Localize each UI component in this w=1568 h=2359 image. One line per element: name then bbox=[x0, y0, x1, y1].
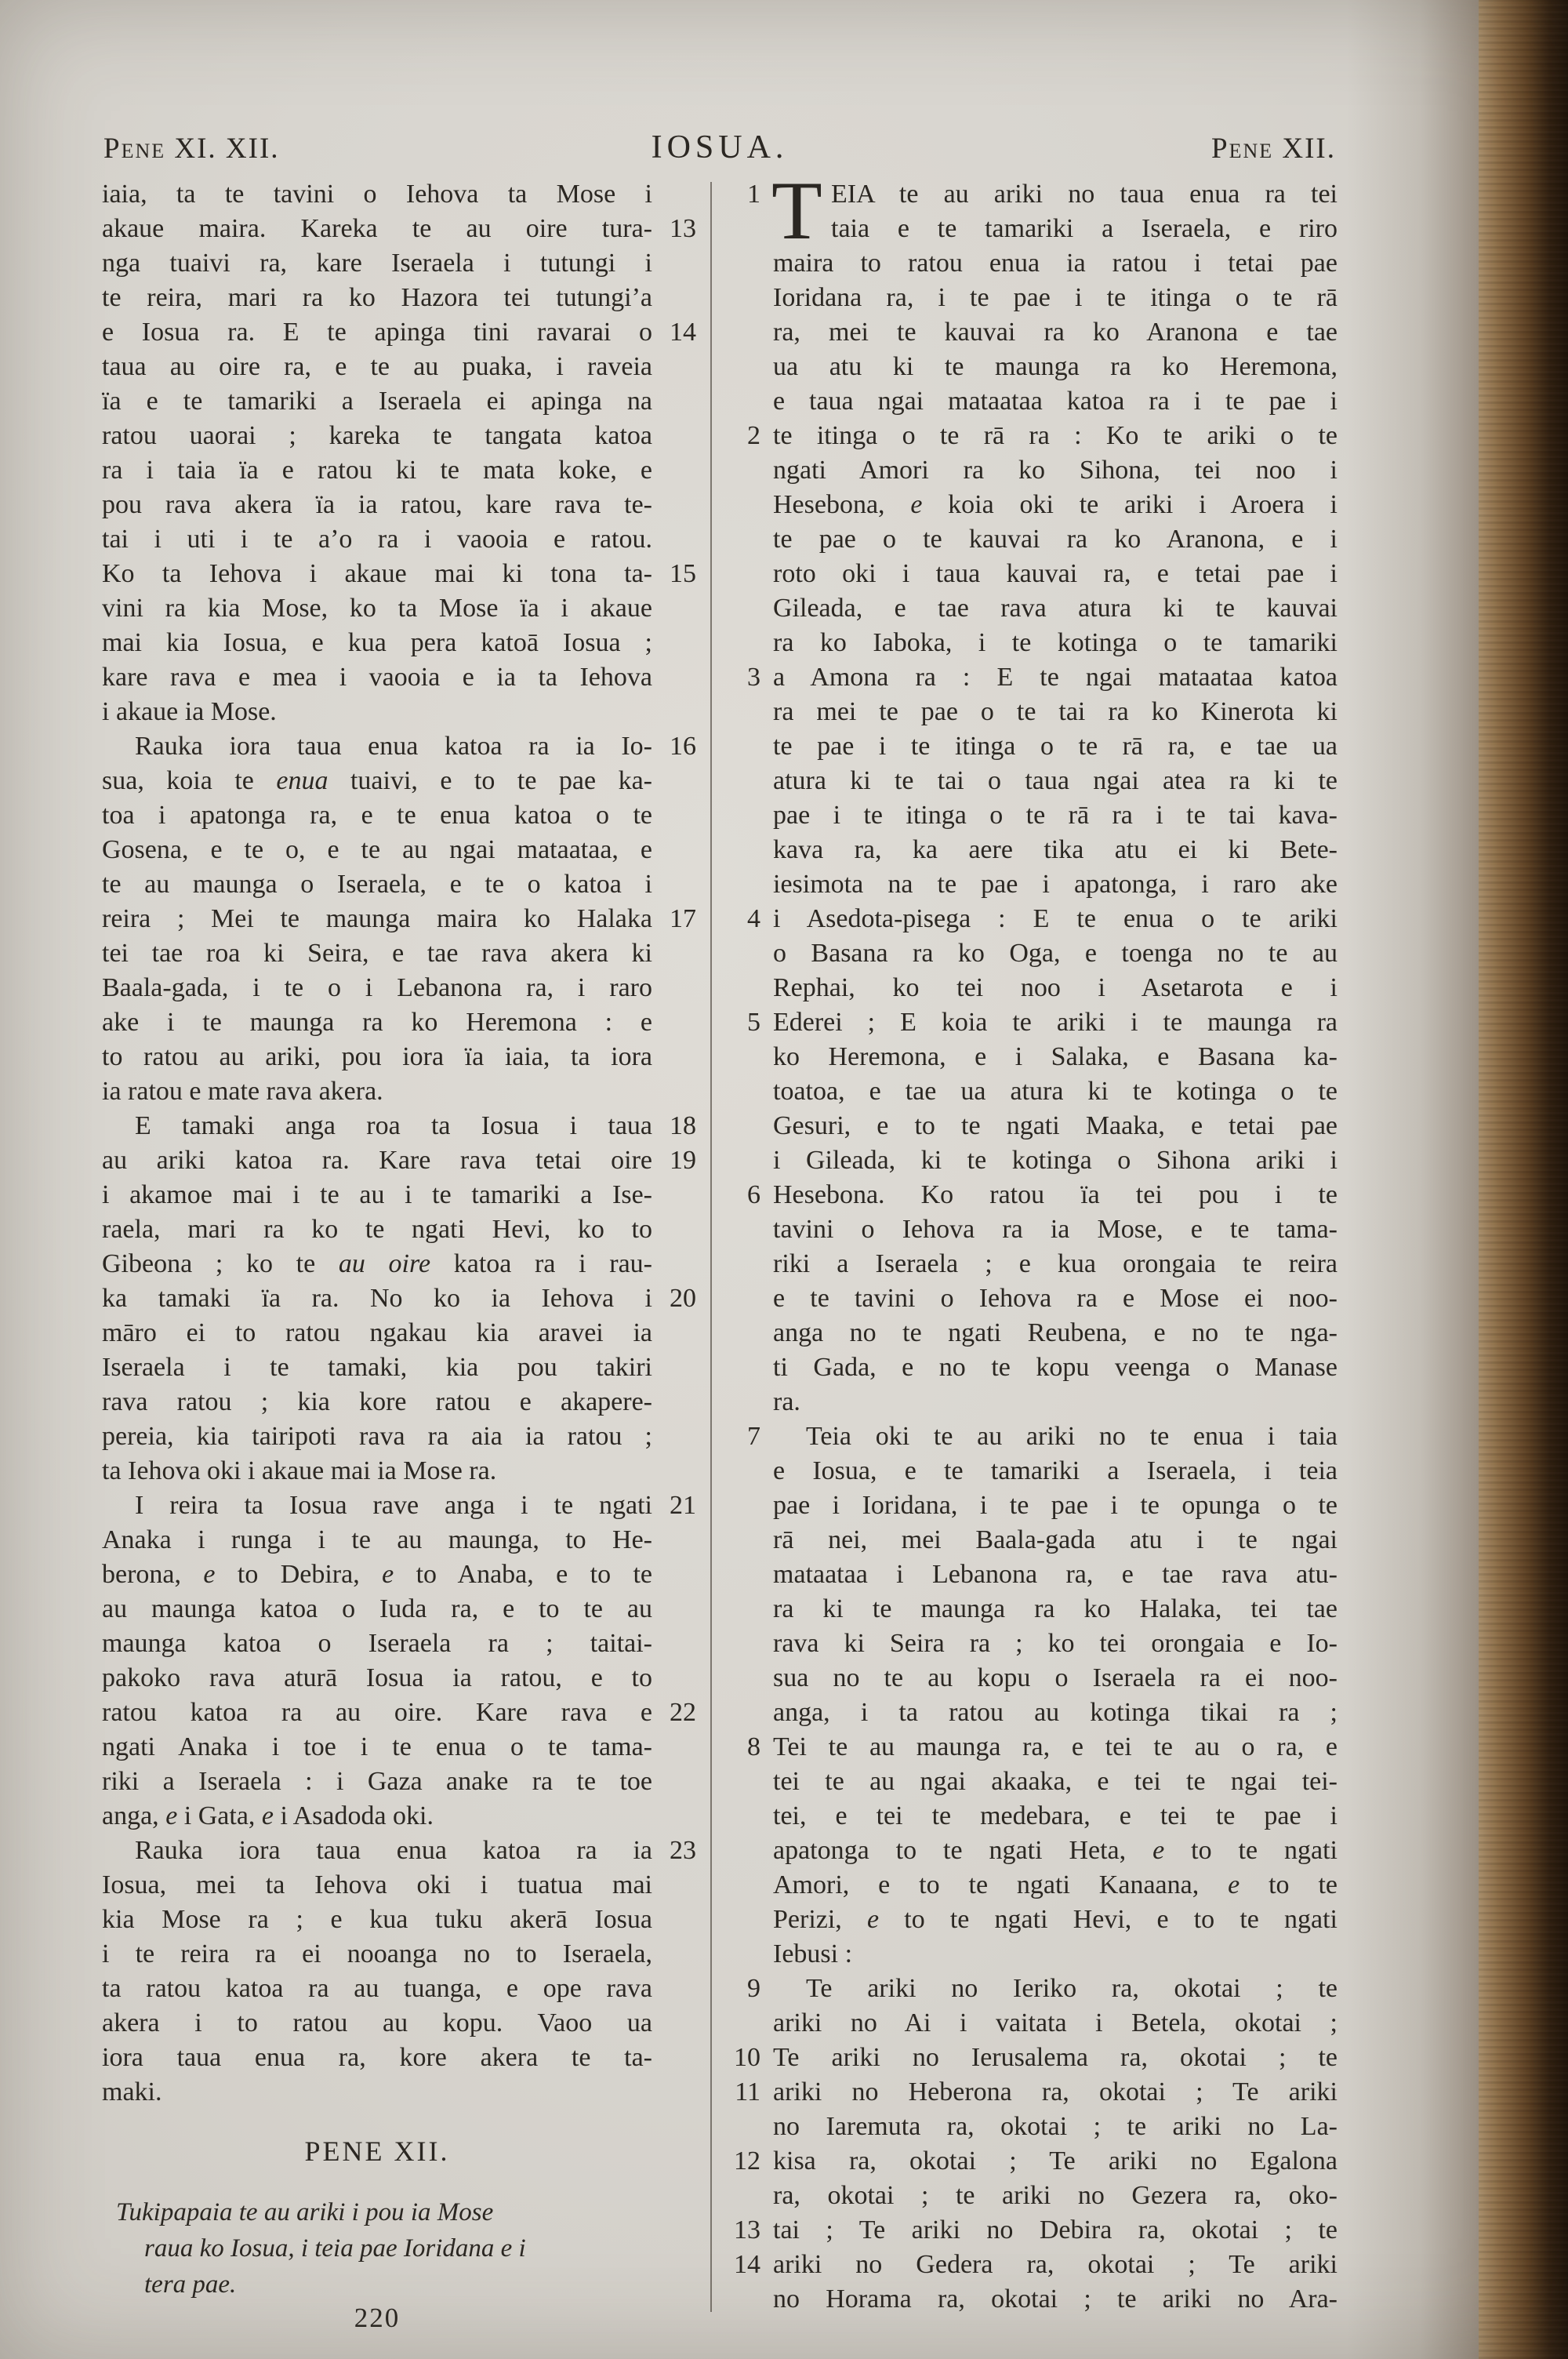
text-run: te pae i te itinga o te rā ra, e tae ua bbox=[773, 732, 1338, 761]
text-line bbox=[773, 971, 1338, 1005]
text-run: i akaue ia Mose. bbox=[102, 697, 277, 726]
text-line bbox=[773, 867, 1338, 902]
text-line bbox=[773, 557, 1338, 591]
text-run: katoa ra i rau- bbox=[430, 1249, 652, 1278]
text-line bbox=[102, 419, 652, 453]
text-line bbox=[773, 1937, 1338, 1972]
verse-number: 4 bbox=[747, 904, 760, 933]
verse-number: 6 bbox=[747, 1180, 760, 1209]
text-line bbox=[773, 1488, 1338, 1523]
text-line bbox=[102, 1005, 652, 1040]
text-line bbox=[734, 2041, 1338, 2075]
text-line bbox=[102, 1281, 696, 1316]
text-line bbox=[773, 1074, 1338, 1109]
text-run: i Gileada, ki te kotinga o Sihona ariki i bbox=[773, 1146, 1338, 1175]
text-run: kia Mose ra ; e kua tuku akerā Iosua bbox=[102, 1905, 652, 1934]
text-run: Ioridana ra, i te pae i te itinga o te rā bbox=[773, 283, 1338, 312]
text-run: ra mei te pae o te tai ra ko Kinerota ki bbox=[773, 697, 1338, 726]
verse-number: 12 bbox=[734, 2146, 760, 2175]
text-line bbox=[773, 1661, 1338, 1696]
text-line bbox=[102, 1488, 696, 1523]
text-line bbox=[102, 1385, 652, 1419]
text-line bbox=[102, 1454, 652, 1488]
verse-number: 19 bbox=[670, 1146, 696, 1175]
left-column bbox=[102, 177, 696, 2110]
text-line bbox=[102, 1868, 652, 1903]
text-run: iesimota na te pae i apatonga, i raro ake bbox=[773, 870, 1338, 899]
text-run: tuaivi, e to te pae ka- bbox=[328, 766, 652, 795]
text-run: tei tae roa ki Seira, e tae rava akera ki bbox=[102, 939, 652, 968]
text-run: Gesuri, e to te ngati Maaka, e tetai pae bbox=[773, 1111, 1338, 1140]
text-run: to te bbox=[1240, 1870, 1338, 1899]
text-line bbox=[102, 1972, 652, 2006]
text-line bbox=[102, 1109, 696, 1143]
text-line bbox=[102, 1178, 652, 1212]
text-run: ua atu ki te maunga ra ko Heremona, bbox=[773, 352, 1338, 381]
text-run: iora taua enua ra, kore akera te ta- bbox=[102, 2043, 652, 2072]
text-run: ra. bbox=[773, 1387, 800, 1416]
text-run: rava ki Seira ra ; ko tei orongaia e Io- bbox=[773, 1629, 1338, 1658]
text-run: maunga katoa o Iseraela ra ; taitai- bbox=[102, 1629, 652, 1658]
text-line bbox=[102, 384, 652, 419]
text-line bbox=[773, 1109, 1338, 1143]
text-line bbox=[102, 1523, 652, 1558]
text-run: Iosua, mei ta Iehova oki i tuatua mai bbox=[102, 1870, 652, 1899]
text-line bbox=[747, 177, 1338, 212]
text-line bbox=[773, 453, 1338, 488]
text-line bbox=[747, 1730, 1338, 1765]
text-line bbox=[773, 1592, 1338, 1627]
text-run: pae i te itinga o te rā ra i te tai kava- bbox=[773, 801, 1338, 830]
text-run: mataataa i Lebanona ra, e tae rava atu- bbox=[773, 1560, 1338, 1589]
text-run: vini ra kia Mose, ko ta Mose ïa i akaue bbox=[102, 594, 652, 623]
text-line bbox=[102, 1247, 652, 1281]
text-line bbox=[102, 1661, 652, 1696]
text-line bbox=[102, 453, 652, 488]
text-run: anga, i ta ratou au kotinga tikai ra ; bbox=[773, 1698, 1338, 1727]
text-run: Teia oki te au ariki no te enua i taia bbox=[806, 1422, 1338, 1451]
text-run: to ratou au ariki, pou iora ïa iaia, ta iora bbox=[102, 1042, 652, 1071]
text-run: Rauka iora taua enua katoa ra ia Io- bbox=[135, 732, 652, 761]
text-run: e Iosua, e te tamariki a Iseraela, i teia bbox=[773, 1456, 1338, 1485]
text-run: to Anaba, e to te bbox=[394, 1560, 652, 1589]
italic-word: e bbox=[1228, 1870, 1240, 1899]
text-run: Gibeona ; ko te bbox=[102, 1249, 339, 1278]
text-run: iaia, ta te tavini o Iehova ta Mose i bbox=[102, 180, 652, 209]
text-line bbox=[102, 1419, 652, 1454]
text-run: ngati Amori ra ko Sihona, tei noo i bbox=[773, 456, 1338, 485]
text-run: ïa e te tamariki a Iseraela ei apinga na bbox=[102, 387, 652, 416]
text-line bbox=[102, 557, 696, 591]
text-line bbox=[734, 2213, 1338, 2248]
text-line bbox=[102, 1627, 652, 1661]
text-line bbox=[102, 867, 652, 902]
running-head-title: IOSUA. bbox=[651, 129, 789, 165]
text-line bbox=[102, 1040, 652, 1074]
italic-word: e bbox=[261, 1801, 274, 1830]
text-line bbox=[773, 1558, 1338, 1592]
text-run: ariki no Gedera ra, okotai ; Te ariki bbox=[773, 2250, 1338, 2279]
text-run: ratou katoa ra au oire. Kare rava e bbox=[102, 1698, 652, 1727]
text-line bbox=[102, 1074, 652, 1109]
text-run: a Amona ra : E te ngai mataataa katoa bbox=[773, 663, 1338, 692]
verse-number: 20 bbox=[670, 1284, 696, 1313]
text-line bbox=[773, 1799, 1338, 1834]
chapter-heading: PENE XII. bbox=[304, 2135, 450, 2167]
text-run: e Iosua ra. E te apinga tini ravarai o bbox=[102, 318, 652, 347]
text-run: maki. bbox=[102, 2077, 162, 2106]
text-line bbox=[102, 1937, 652, 1972]
text-line bbox=[773, 1281, 1338, 1316]
text-run: tai ; Te ariki no Debira ra, okotai ; te bbox=[773, 2215, 1338, 2245]
verse-number: 23 bbox=[670, 1836, 696, 1865]
text-run: kava ra, ka aere tika atu ei ki Bete- bbox=[773, 835, 1338, 864]
text-line bbox=[102, 695, 652, 729]
text-line bbox=[773, 1765, 1338, 1799]
text-line bbox=[747, 1178, 1338, 1212]
italic-word: e bbox=[910, 490, 923, 519]
text-run: ratou uaorai ; kareka te tangata katoa bbox=[102, 421, 652, 450]
text-run: toatoa, e tae ua atura ki te kotinga o te bbox=[773, 1077, 1338, 1106]
text-line bbox=[102, 1903, 652, 1937]
text-line bbox=[773, 2110, 1338, 2144]
text-line bbox=[773, 315, 1338, 350]
text-run: ra i taia ïa e ratou ki te mata koke, e bbox=[102, 456, 652, 485]
text-line bbox=[773, 1247, 1338, 1281]
running-head-left: Pene XI. XII. bbox=[103, 133, 280, 165]
text-line bbox=[773, 212, 1338, 246]
text-run: tai i uti i te a’o ra i vaooia e ratou. bbox=[102, 525, 652, 554]
text-run: tei te au ngai akaaka, e tei te ngai tei- bbox=[773, 1767, 1338, 1796]
text-line bbox=[747, 1972, 1338, 2006]
text-line bbox=[102, 1799, 652, 1834]
text-run: roto oki i taua kauvai ra, e tetai pae i bbox=[773, 559, 1338, 588]
text-line bbox=[773, 1696, 1338, 1730]
text-run: e te tavini o Iehova ra e Mose ei noo- bbox=[773, 1284, 1338, 1313]
text-run: maira to ratou enua ia ratou i tetai pae bbox=[773, 249, 1338, 278]
text-run: to Debira, bbox=[215, 1560, 383, 1589]
text-line bbox=[773, 1350, 1338, 1385]
verse-number: 14 bbox=[734, 2250, 760, 2279]
text-run: to te ngati Hevi, e to te ngati bbox=[879, 1905, 1338, 1934]
right-column bbox=[734, 165, 1338, 2317]
text-line bbox=[102, 660, 652, 695]
text-run: rava ratou ; kia kore ratou e akapere- bbox=[102, 1387, 652, 1416]
text-line bbox=[747, 1419, 1338, 1454]
drop-cap: T bbox=[771, 165, 822, 256]
verse-number: 21 bbox=[670, 1491, 696, 1520]
text-line bbox=[773, 522, 1338, 557]
text-line bbox=[102, 488, 652, 522]
text-line bbox=[773, 1834, 1338, 1868]
text-run: ko Heremona, e i Salaka, e Basana ka- bbox=[773, 1042, 1338, 1071]
text-line bbox=[102, 1592, 652, 1627]
italic-word: e bbox=[165, 1801, 178, 1830]
summary-line: tera pae. bbox=[144, 2270, 237, 2299]
text-line bbox=[102, 971, 652, 1005]
text-line bbox=[102, 936, 652, 971]
text-run: o Basana ra ko Oga, e toenga no te au bbox=[773, 939, 1338, 968]
text-run: ia ratou e mate rava akera. bbox=[102, 1077, 383, 1106]
text-run: Ko ta Iehova i akaue mai ki tona ta- bbox=[102, 559, 652, 588]
text-line bbox=[102, 1834, 696, 1868]
summary-line: raua ko Iosua, i teia pae Ioridana e i bbox=[144, 2234, 526, 2263]
text-line bbox=[773, 1454, 1338, 1488]
text-line bbox=[773, 729, 1338, 764]
text-line bbox=[773, 798, 1338, 833]
text-run: riki a Iseraela ; e kua orongaia te reira bbox=[773, 1249, 1338, 1278]
verse-number: 9 bbox=[747, 1974, 760, 2003]
text-run: kare rava e mea i vaooia e ia ta Iehova bbox=[102, 663, 652, 692]
text-run: Iebusi : bbox=[773, 1939, 853, 1968]
text-run: ta Iehova oki i akaue mai ia Mose ra. bbox=[102, 1456, 497, 1485]
text-run: i Asadoda oki. bbox=[274, 1801, 434, 1830]
text-line bbox=[102, 591, 652, 626]
verse-number: 5 bbox=[747, 1008, 760, 1037]
text-run: Rauka iora taua enua katoa ra ia bbox=[135, 1836, 652, 1865]
text-run: koia oki te ariki i Aroera i bbox=[922, 490, 1338, 519]
text-run: ariki no Ai i vaitata i Betela, okotai ; bbox=[773, 2008, 1338, 2037]
text-run: Perizi, bbox=[773, 1905, 867, 1934]
text-run: E tamaki anga roa ta Iosua i taua bbox=[135, 1111, 652, 1140]
verse-number: 15 bbox=[670, 559, 696, 588]
page-curve-shadow bbox=[1347, 0, 1480, 2359]
text-line bbox=[773, 1385, 1338, 1419]
text-line bbox=[773, 1143, 1338, 1178]
text-run: nga tuaivi ra, kare Iseraela i tutungi i bbox=[102, 249, 652, 278]
text-line bbox=[102, 1350, 652, 1385]
text-line bbox=[773, 384, 1338, 419]
text-run: au maunga katoa o Iuda ra, e to te au bbox=[102, 1594, 652, 1623]
book-edge bbox=[1479, 0, 1568, 2359]
text-line bbox=[773, 764, 1338, 798]
text-run: ngati Anaka i toe i te enua o te tama- bbox=[102, 1732, 652, 1761]
text-run: mai kia Iosua, e kua pera katoā Iosua ; bbox=[102, 628, 652, 657]
text-run: ka tamaki ïa ra. No ko ia Iehova i bbox=[102, 1284, 652, 1313]
text-line bbox=[773, 1523, 1338, 1558]
text-run: ake i te maunga ra ko Heremona : e bbox=[102, 1008, 652, 1037]
text-line bbox=[102, 1316, 652, 1350]
text-run: pakoko rava aturā Iosua ia ratou, e to bbox=[102, 1663, 652, 1692]
text-run: ta ratou katoa ra au tuanga, e ope rava bbox=[102, 1974, 652, 2003]
text-run: i Asedota-pisega : E te enua o te ariki bbox=[773, 904, 1338, 933]
text-run: tei, e tei te medebara, e tei te pae i bbox=[773, 1801, 1338, 1830]
text-run: no Horama ra, okotai ; te ariki no Ara- bbox=[773, 2284, 1338, 2314]
text-line bbox=[747, 419, 1338, 453]
verse-number: 18 bbox=[670, 1111, 696, 1140]
italic-word: enua bbox=[276, 766, 328, 795]
text-run: te itinga o te rā ra : Ko te ariki o te bbox=[773, 421, 1338, 450]
text-line bbox=[773, 350, 1338, 384]
text-line bbox=[773, 626, 1338, 660]
verse-number: 7 bbox=[747, 1422, 760, 1451]
column-divider-rule bbox=[710, 182, 712, 2312]
text-line bbox=[734, 2144, 1338, 2179]
text-line bbox=[773, 591, 1338, 626]
text-line bbox=[102, 1212, 652, 1247]
text-line bbox=[102, 833, 652, 867]
text-line bbox=[773, 1627, 1338, 1661]
text-line bbox=[102, 902, 696, 936]
text-run: kisa ra, okotai ; Te ariki no Egalona bbox=[773, 2146, 1338, 2175]
text-line bbox=[102, 1143, 696, 1178]
text-run: pereia, kia tairipoti rava ra aia ia ratou ; bbox=[102, 1422, 652, 1451]
text-line bbox=[102, 2041, 652, 2075]
text-run: taua au oire ra, e te au puaka, i raveia bbox=[102, 352, 652, 381]
italic-word: e bbox=[382, 1560, 394, 1589]
text-run: berona, bbox=[102, 1560, 204, 1589]
verse-number: 14 bbox=[670, 318, 696, 347]
text-run: ra, mei te kauvai ra ko Aranona e tae bbox=[773, 318, 1338, 347]
text-run: sua no te au kopu o Iseraela ra ei noo- bbox=[773, 1663, 1338, 1692]
text-line bbox=[747, 660, 1338, 695]
text-run: Anaka i runga i te au maunga, to He- bbox=[102, 1525, 652, 1554]
text-line bbox=[735, 2075, 1338, 2110]
text-run: akera i to ratou au kopu. Vaoo ua bbox=[102, 2008, 652, 2037]
text-run: no Iaremuta ra, okotai ; te ariki no La- bbox=[773, 2112, 1338, 2141]
text-run: sua, koia te bbox=[102, 766, 277, 795]
text-run: Hesebona, bbox=[773, 490, 911, 519]
text-run: ariki no Heberona ra, okotai ; Te ariki bbox=[773, 2077, 1338, 2106]
text-line bbox=[773, 2179, 1338, 2213]
italic-word: e bbox=[203, 1560, 216, 1589]
italic-word: au oire bbox=[338, 1249, 431, 1278]
text-line bbox=[773, 1868, 1338, 1903]
text-run: te reira, mari ra ko Hazora tei tutungi’a bbox=[102, 283, 652, 312]
text-run: EIA te au ariki no taua enua ra tei bbox=[831, 180, 1338, 209]
text-run: rā nei, mei Baala-gada atu i te ngai bbox=[773, 1525, 1338, 1554]
text-run: Amori, e to te ngati Kanaana, bbox=[773, 1870, 1229, 1899]
verse-number: 13 bbox=[734, 2215, 760, 2245]
text-line bbox=[102, 729, 696, 764]
text-line bbox=[102, 350, 652, 384]
text-run: Tei te au maunga ra, e tei te au o ra, e bbox=[773, 1732, 1338, 1761]
text-run: ra, okotai ; te ariki no Gezera ra, oko- bbox=[773, 2181, 1338, 2210]
text-line bbox=[773, 695, 1338, 729]
text-run: Ederei ; E koia te ariki i te maunga ra bbox=[773, 1008, 1338, 1037]
running-head-right: Pene XII. bbox=[1211, 133, 1336, 165]
italic-word: e bbox=[866, 1905, 880, 1934]
text-line bbox=[102, 798, 652, 833]
verse-number: 22 bbox=[670, 1698, 696, 1727]
text-line bbox=[747, 902, 1338, 936]
text-line bbox=[773, 281, 1338, 315]
text-line bbox=[102, 2006, 652, 2041]
text-run: Gileada, e tae rava atura ki te kauvai bbox=[773, 594, 1338, 623]
verse-number: 3 bbox=[747, 663, 760, 692]
text-line bbox=[102, 2075, 652, 2110]
text-run: anga, bbox=[102, 1801, 166, 1830]
text-line bbox=[773, 1040, 1338, 1074]
text-run: pae i Ioridana, i te pae i te opunga o te bbox=[773, 1491, 1338, 1520]
verse-number: 11 bbox=[735, 2077, 760, 2106]
text-run: i Gata, bbox=[177, 1801, 262, 1830]
text-run: te pae o te kauvai ra ko Aranona, e i bbox=[773, 525, 1338, 554]
text-line bbox=[102, 764, 652, 798]
text-run: riki a Iseraela : i Gaza anake ra te toe bbox=[102, 1767, 652, 1796]
text-line bbox=[102, 315, 696, 350]
text-run: i akamoe mai i te au i te tamariki a Ise- bbox=[102, 1180, 652, 1209]
verse-number: 17 bbox=[670, 904, 696, 933]
verse-number: 8 bbox=[747, 1732, 760, 1761]
text-run: atura ki te tai o taua ngai atea ra ki te bbox=[773, 766, 1338, 795]
text-run: pou rava akera ïa ia ratou, kare rava te- bbox=[102, 490, 652, 519]
verse-number: 13 bbox=[670, 214, 696, 243]
text-line bbox=[102, 281, 652, 315]
text-line bbox=[734, 2248, 1338, 2282]
text-run: tavini o Iehova ra ia Mose, e te tama- bbox=[773, 1215, 1338, 1244]
page-number: 220 bbox=[354, 2303, 401, 2333]
text-line bbox=[773, 1903, 1338, 1937]
text-line bbox=[773, 1212, 1338, 1247]
text-run: Iseraela i te tamaki, kia pou takiri bbox=[102, 1353, 652, 1382]
text-run: Rephai, ko tei noo i Asetarota e i bbox=[773, 973, 1338, 1002]
text-line bbox=[102, 1730, 652, 1765]
text-run: ra ki te maunga ra ko Halaka, tei tae bbox=[773, 1594, 1338, 1623]
text-line bbox=[773, 833, 1338, 867]
text-run: Hesebona. Ko ratou ïa tei pou i te bbox=[773, 1180, 1338, 1209]
text-run: au ariki katoa ra. Kare rava tetai oire bbox=[102, 1146, 652, 1175]
text-run: I reira ta Iosua rave anga i te ngati bbox=[135, 1491, 652, 1520]
text-line bbox=[773, 1316, 1338, 1350]
text-run: Te ariki no Ieriko ra, okotai ; te bbox=[806, 1974, 1338, 2003]
verse-number: 1 bbox=[747, 180, 760, 209]
verse-number: 10 bbox=[734, 2043, 760, 2072]
text-run: raela, mari ra ko te ngati Hevi, ko to bbox=[102, 1215, 652, 1244]
text-run: toa i apatonga ra, e te enua katoa o te bbox=[102, 801, 652, 830]
text-line bbox=[102, 626, 652, 660]
text-line bbox=[102, 522, 652, 557]
text-line bbox=[102, 212, 696, 246]
text-run: te au maunga o Iseraela, e te o katoa i bbox=[102, 870, 652, 899]
text-line bbox=[102, 177, 652, 212]
chapter-summary bbox=[116, 2194, 652, 2303]
text-line bbox=[102, 1558, 652, 1592]
verse-number: 2 bbox=[747, 421, 760, 450]
text-line bbox=[102, 1696, 696, 1730]
text-run: apatonga to te ngati Heta, bbox=[773, 1836, 1153, 1865]
text-line bbox=[773, 2282, 1338, 2317]
text-run: taia e te tamariki a Iseraela, e riro bbox=[831, 214, 1338, 243]
text-run: Baala-gada, i te o i Lebanona ra, i raro bbox=[102, 973, 652, 1002]
italic-word: e bbox=[1152, 1836, 1165, 1865]
verse-number: 16 bbox=[670, 732, 696, 761]
text-run: ra ko Iaboka, i te kotinga o te tamariki bbox=[773, 628, 1338, 657]
text-run: e taua ngai mataataa katoa ra i te pae i bbox=[773, 387, 1338, 416]
text-run: ti Gada, e no te kopu veenga o Manase bbox=[773, 1353, 1338, 1382]
text-run: anga no te ngati Reubena, e no te nga- bbox=[773, 1318, 1338, 1347]
text-line bbox=[773, 936, 1338, 971]
text-line bbox=[747, 1005, 1338, 1040]
text-run: reira ; Mei te maunga maira ko Halaka bbox=[102, 904, 652, 933]
text-run: to te ngati bbox=[1164, 1836, 1338, 1865]
text-run: Gosena, e te o, e te au ngai mataataa, e bbox=[102, 835, 652, 864]
text-line bbox=[102, 1765, 652, 1799]
summary-line: Tukipapaia te au ariki i pou ia Mose bbox=[116, 2198, 494, 2226]
text-line bbox=[773, 488, 1338, 522]
text-line bbox=[773, 2006, 1338, 2041]
text-run: Te ariki no Ierusalema ra, okotai ; te bbox=[773, 2043, 1338, 2072]
text-run: māro ei to ratou ngakau kia aravei ia bbox=[102, 1318, 652, 1347]
text-run: akaue maira. Kareka te au oire tura- bbox=[102, 214, 652, 243]
text-run: i te reira ra ei nooanga no to Iseraela, bbox=[102, 1939, 652, 1968]
text-line bbox=[102, 246, 652, 281]
text-line bbox=[773, 246, 1338, 281]
